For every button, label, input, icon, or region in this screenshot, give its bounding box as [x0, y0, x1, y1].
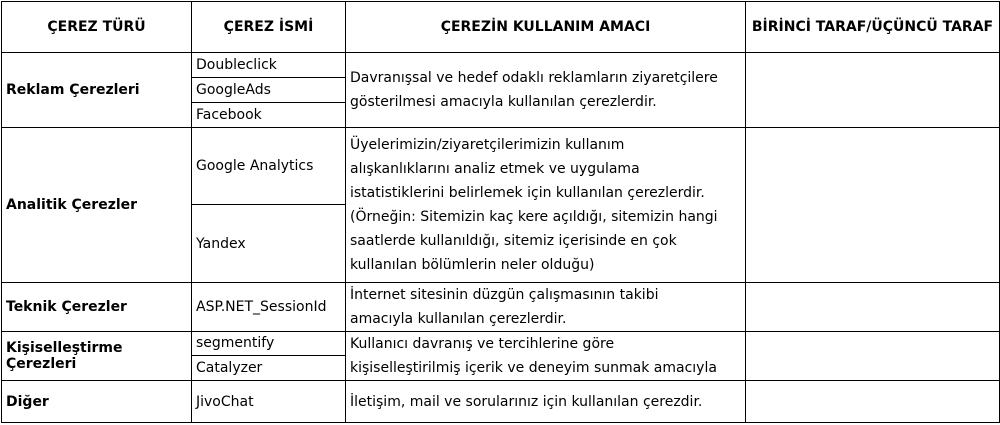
- cookie-purpose: [346, 381, 746, 423]
- purpose-line: kişiselleştirilmiş içerik ve deneyim sunmak amacıyla: [350, 360, 717, 376]
- cookie-name: JivoChat: [192, 381, 346, 423]
- cookie-name: Yandex: [192, 205, 346, 283]
- cookie-party: [746, 53, 1000, 128]
- cookie-purpose: [346, 53, 746, 128]
- purpose-line: Kullanıcı davranış ve tercihlerine göre: [350, 336, 615, 352]
- cookie-party: [746, 381, 1000, 423]
- cookie-party: [746, 283, 1000, 332]
- cookie-name: Catalyzer: [192, 355, 346, 380]
- header-party: BİRİNCİ TARAF/ÜÇÜNCÜ TARAF: [746, 2, 1000, 53]
- header-type: ÇEREZ TÜRÜ: [2, 2, 192, 53]
- cookie-type: Reklam Çerezleri: [2, 53, 192, 128]
- cookie-name: Doubleclick: [192, 53, 346, 78]
- header-row: [2, 2, 1000, 53]
- purpose-line: gösterilmesi amacıyla kullanılan çerezlerdir.: [350, 94, 657, 110]
- cookie-table: [1, 1, 1000, 423]
- table-row: [2, 283, 1000, 332]
- purpose-line: Davranışsal ve hedef odaklı reklamların ziyaretçilere: [350, 70, 718, 86]
- cookie-purpose: [346, 128, 746, 283]
- purpose-line: saatlerde kullanıldığı, sitemiz içerisinde en çok: [350, 233, 677, 249]
- cookie-name: segmentify: [192, 332, 346, 356]
- cookie-party: [746, 128, 1000, 283]
- purpose-line: İnternet sitesinin düzgün çalışmasının takibi: [350, 287, 659, 303]
- cookie-purpose: [346, 332, 746, 381]
- table-row: [2, 53, 1000, 78]
- cookie-type: Kişiselleştirme Çerezleri: [2, 332, 192, 381]
- cookie-type: Diğer: [2, 381, 192, 423]
- purpose-line: İletişim, mail ve sorularınız için kullanılan çerezdir.: [350, 393, 703, 410]
- cookie-name: Facebook: [192, 103, 346, 128]
- purpose-line: Üyelerimizin/ziyaretçilerimizin kullanım: [350, 137, 625, 153]
- purpose-line: alışkanlıklarını analiz etmek ve uygulama: [350, 161, 640, 177]
- purpose-line: (Örneğin: Sitemizin kaç kere açıldığı, sitemizin hangi: [350, 209, 718, 225]
- purpose-line: istatistiklerini belirlemek için kullanılan çerezlerdir.: [350, 185, 705, 201]
- cookie-type: Teknik Çerezler: [2, 283, 192, 332]
- purpose-line: amacıyla kullanılan çerezlerdir.: [350, 311, 567, 327]
- cookie-purpose: [346, 283, 746, 332]
- cookie-type: Analitik Çerezler: [2, 128, 192, 283]
- table-row: [2, 332, 1000, 356]
- cookie-name: ASP.NET_SessionId: [192, 283, 346, 332]
- header-purpose: ÇEREZİN KULLANIM AMACI: [346, 2, 746, 53]
- header-name: ÇEREZ İSMİ: [192, 2, 346, 53]
- purpose-line: kullanılan bölümlerin neler olduğu): [350, 257, 595, 273]
- cookie-party: [746, 332, 1000, 381]
- cookie-name: GoogleAds: [192, 78, 346, 103]
- table-row: [2, 128, 1000, 205]
- cookie-name: Google Analytics: [192, 128, 346, 205]
- table-row: [2, 381, 1000, 423]
